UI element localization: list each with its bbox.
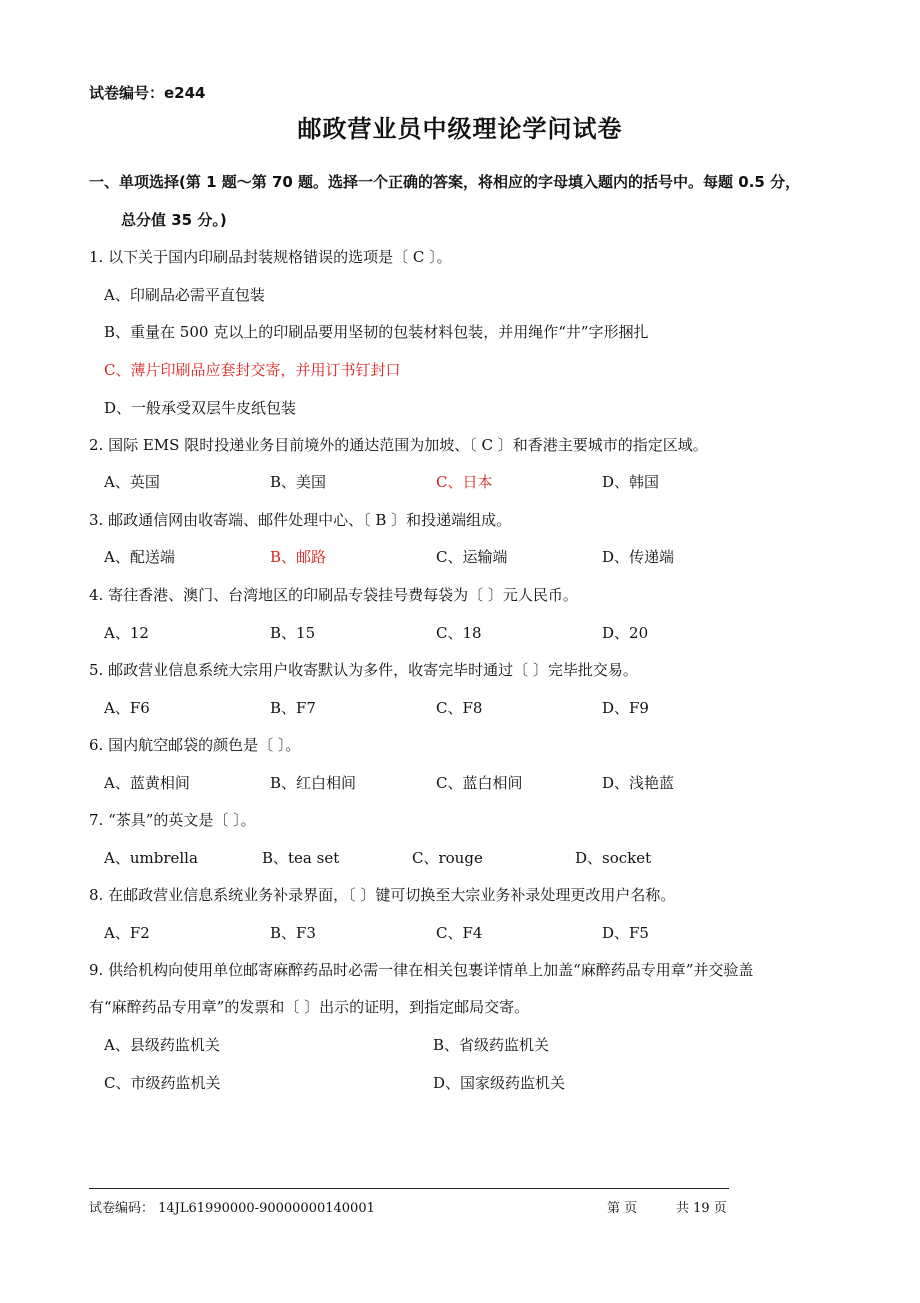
- question-8-option-c: C、F4: [436, 924, 483, 942]
- footer-page-number: 第 页: [607, 1201, 638, 1216]
- paper-number: 试卷编号：e244: [89, 84, 206, 102]
- question-8-stem: 8. 在邮政营业信息系统业务补录界面，〔 〕键可切换至大宗业务补录处理更改用户名称。: [89, 886, 676, 904]
- question-1-option-c-answer: C、薄片印刷品应套封交寄，并用订书钉封口: [104, 361, 401, 379]
- question-1-stem: 1. 以下关于国内印刷品封装规格错误的选项是〔 C 〕。: [89, 248, 452, 266]
- question-6-option-a: A、蓝黄相间: [104, 774, 190, 792]
- question-7-option-c: C、rouge: [412, 849, 483, 867]
- question-2-option-c-answer: C、日本: [436, 473, 493, 491]
- question-9-option-c: C、市级药监机关: [104, 1074, 221, 1092]
- question-4-option-b: B、15: [270, 624, 316, 642]
- question-3-option-b-answer: B、邮路: [270, 548, 327, 566]
- exam-title: 邮政营业员中级理论学问试卷: [297, 115, 623, 143]
- question-4-option-a: A、12: [104, 624, 149, 642]
- question-7-stem: 7. “茶具”的英文是〔 〕。: [89, 811, 256, 829]
- question-7-option-a: A、umbrella: [104, 849, 198, 867]
- question-7-option-b: B、tea set: [262, 849, 340, 867]
- question-8-option-a: A、F2: [104, 924, 150, 942]
- question-4-option-c: C、18: [436, 624, 482, 642]
- question-5-option-d: D、F9: [602, 699, 649, 717]
- question-9-option-d: D、国家级药监机关: [433, 1074, 566, 1092]
- question-6-option-b: B、红白相间: [270, 774, 357, 792]
- question-9-stem: 9. 供给机构向使用单位邮寄麻醉药品时必需一律在相关包裹详情单上加盖“麻醉药品专用章”并交验盖: [89, 961, 754, 979]
- section-heading-cont: 总分值 35 分。): [121, 211, 227, 229]
- question-2-option-a: A、英国: [104, 473, 160, 491]
- question-4-option-d: D、20: [602, 624, 649, 642]
- question-2-option-d: D、韩国: [602, 473, 660, 491]
- question-8-option-b: B、F3: [270, 924, 316, 942]
- question-5-option-b: B、F7: [270, 699, 316, 717]
- question-2-stem: 2. 国际 EMS 限时投递业务目前境外的通达范围为加坡、〔 C 〕和香港主要城市的指定区域。: [89, 436, 708, 454]
- section-heading: 一、单项选择(第 1 题～第 70 题。选择一个正确的答案，将相应的字母填入题内的括号中。每题 0.5 分，: [89, 173, 801, 191]
- question-1-option-a: A、印刷品必需平直包装: [104, 286, 265, 304]
- question-9-option-a: A、县级药监机关: [104, 1036, 220, 1054]
- question-1-option-b: B、重量在 500 克以上的印刷品要用坚韧的包装材料包装，并用绳作“井”字形捆扎: [104, 323, 649, 341]
- question-5-option-c: C、F8: [436, 699, 483, 717]
- question-6-option-d: D、浅艳蓝: [602, 774, 675, 792]
- question-7-option-d: D、socket: [575, 849, 652, 867]
- question-9-stem-cont: 有“麻醉药品专用章”的发票和〔 〕出示的证明，到指定邮局交寄。: [89, 998, 530, 1016]
- question-3-option-d: D、传递端: [602, 548, 675, 566]
- question-4-stem: 4. 寄往香港、澳门、台湾地区的印刷品专袋挂号费每袋为〔 〕元人民币。: [89, 586, 578, 604]
- question-2-option-b: B、美国: [270, 473, 327, 491]
- question-8-option-d: D、F5: [602, 924, 649, 942]
- question-3-stem: 3. 邮政通信网由收寄端、邮件处理中心、〔 B 〕和投递端组成。: [89, 511, 512, 529]
- question-1-option-d: D、一般承受双层牛皮纸包装: [104, 399, 297, 417]
- question-3-option-c: C、运输端: [436, 548, 508, 566]
- footer-divider: [89, 1188, 729, 1189]
- question-5-stem: 5. 邮政营业信息系统大宗用户收寄默认为多件，收寄完毕时通过〔 〕完毕批交易。: [89, 661, 638, 679]
- footer-exam-code: 试卷编码： 14JL61990000-90000000140001: [89, 1201, 375, 1216]
- question-5-option-a: A、F6: [104, 699, 150, 717]
- question-9-option-b: B、省级药监机关: [433, 1036, 550, 1054]
- footer-total-pages: 共 19 页: [676, 1201, 727, 1216]
- question-6-option-c: C、蓝白相间: [436, 774, 523, 792]
- question-6-stem: 6. 国内航空邮袋的颜色是〔 〕。: [89, 736, 301, 754]
- question-3-option-a: A、配送端: [104, 548, 175, 566]
